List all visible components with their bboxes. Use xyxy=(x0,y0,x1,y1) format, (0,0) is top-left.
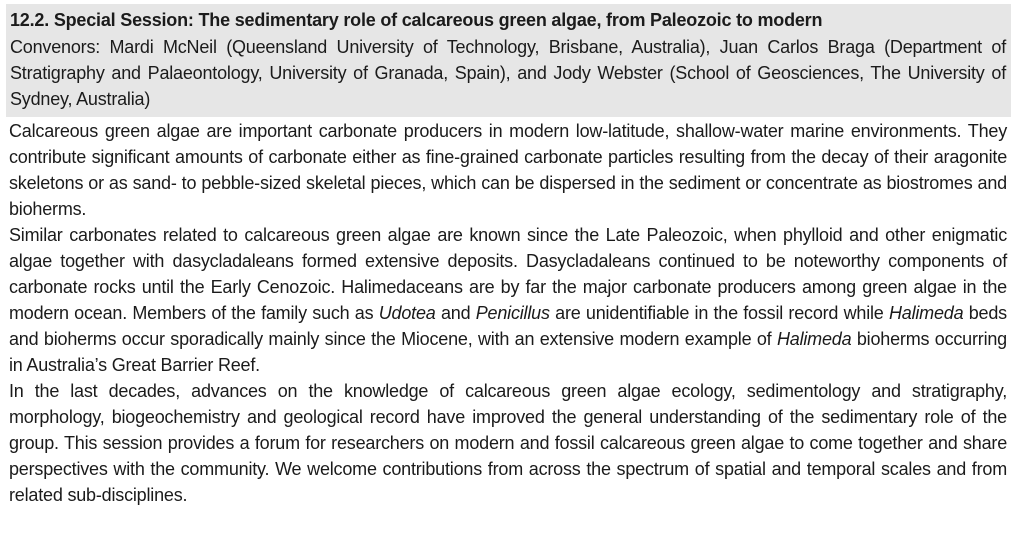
text-segment: Calcareous green algae are important carbonate producers in modern low-latitude, shallow-water marine environments. They contribute significant amounts of carbonate either as fine-grained carbonate particles resulting from the decay of their aragonite skeletons or as sand- to pebble-sized skeletal pieces, which can be dispersed in the sediment or concentrate as biostromes and bioherms. xyxy=(9,121,1007,219)
session-header xyxy=(6,4,1011,117)
text-segment: bioherms occurring in Australia’s Great Barrier Reef. xyxy=(9,329,1007,375)
text-segment: Similar carbonates related to calcareous green algae are known since the Late Paleozoic, when phylloid and other enigmatic algae together with dasycladaleans formed extensive deposits. Dasycladaleans continued to be noteworthy components of carbonate rocks until the Early Cenozoic. Halimedaceans are by far the major carbonate producers among green algae in the modern ocean. Members of the family such as xyxy=(9,225,1007,323)
paragraph xyxy=(9,378,1007,508)
text-segment: and xyxy=(435,303,476,323)
session-convenors: Convenors: Mardi McNeil (Queensland University of Technology, Brisbane, Australia), Juan Carlos Braga (Department of Stratigraphy and Palaeontology, University of Granada, Spain), and Jody Webster (School of Geosciences, The University of Sydney, Australia) xyxy=(10,37,1006,109)
italic-text-segment: Udotea xyxy=(378,303,436,323)
session-description xyxy=(6,117,1011,508)
italic-text-segment: Halimeda xyxy=(888,303,964,323)
session-title: 12.2. Special Session: The sedimentary role of calcareous green algae, from Paleozoic to modern xyxy=(10,10,823,30)
text-segment: are unidentifiable in the fossil record while xyxy=(549,303,889,323)
paragraph xyxy=(9,118,1007,222)
italic-text-segment: Penicillus xyxy=(475,303,550,323)
text-segment: beds and bioherms occur sporadically mainly since the Miocene, with an extensive modern example of xyxy=(9,303,1007,349)
italic-text-segment: Halimeda xyxy=(776,329,852,349)
paragraph xyxy=(9,222,1007,378)
text-segment: In the last decades, advances on the knowledge of calcareous green algae ecology, sedimentology and stratigraphy, morphology, biogeochemistry and geological record have improved the general understanding of the sedimentary role of the group. This session provides a forum for researchers on modern and fossil calcareous green algae to come together and share perspectives with the community. We welcome contributions from across the spectrum of spatial and temporal scales and from related sub-disciplines. xyxy=(9,381,1007,505)
